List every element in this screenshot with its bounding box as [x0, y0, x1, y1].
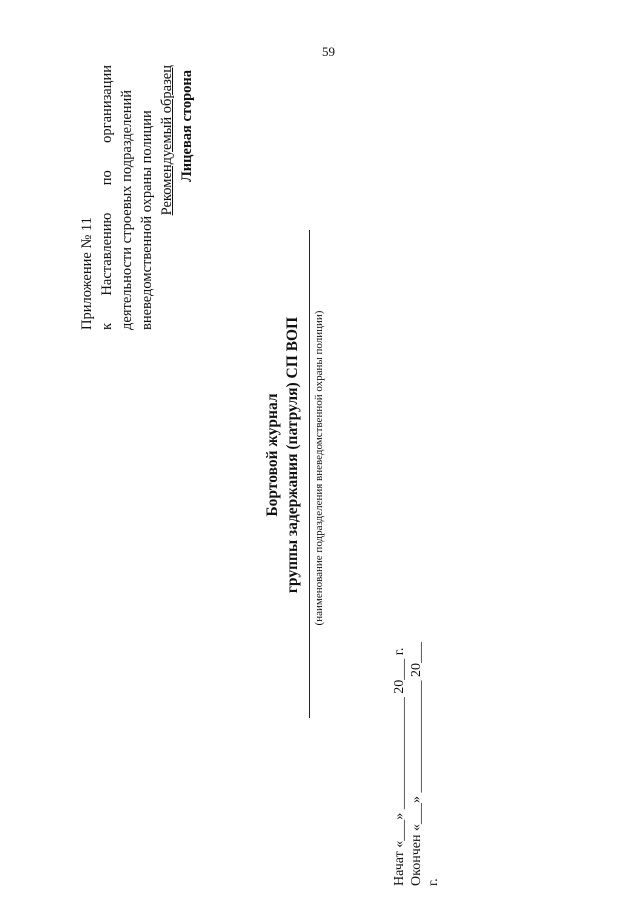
page-number: 59 [322, 44, 335, 59]
started-date-line: Начат «___» ________________ 20___ г. [392, 647, 407, 886]
appendix-reference-cont2: вневедомственной охраны полиции [139, 110, 155, 330]
title-line-1: Бортовой журнал [264, 393, 281, 517]
appendix-number: Приложение № 11 [79, 217, 95, 330]
ended-date-line: Окончен «___» ________________ 20___ г. [409, 642, 441, 886]
appendix-reference-cont: деятельности строевых подразделений [119, 89, 135, 330]
recommended-sample-label: Рекомендуемый образец [159, 65, 175, 216]
side-label: Лицевая сторона [179, 69, 195, 182]
journal-dates [391, 637, 442, 886]
unit-name-line [309, 230, 310, 718]
title-line-2: группы задержания (патруля) СП ВОП [284, 316, 301, 594]
appendix-reference: к Наставлению по организации [99, 64, 115, 330]
